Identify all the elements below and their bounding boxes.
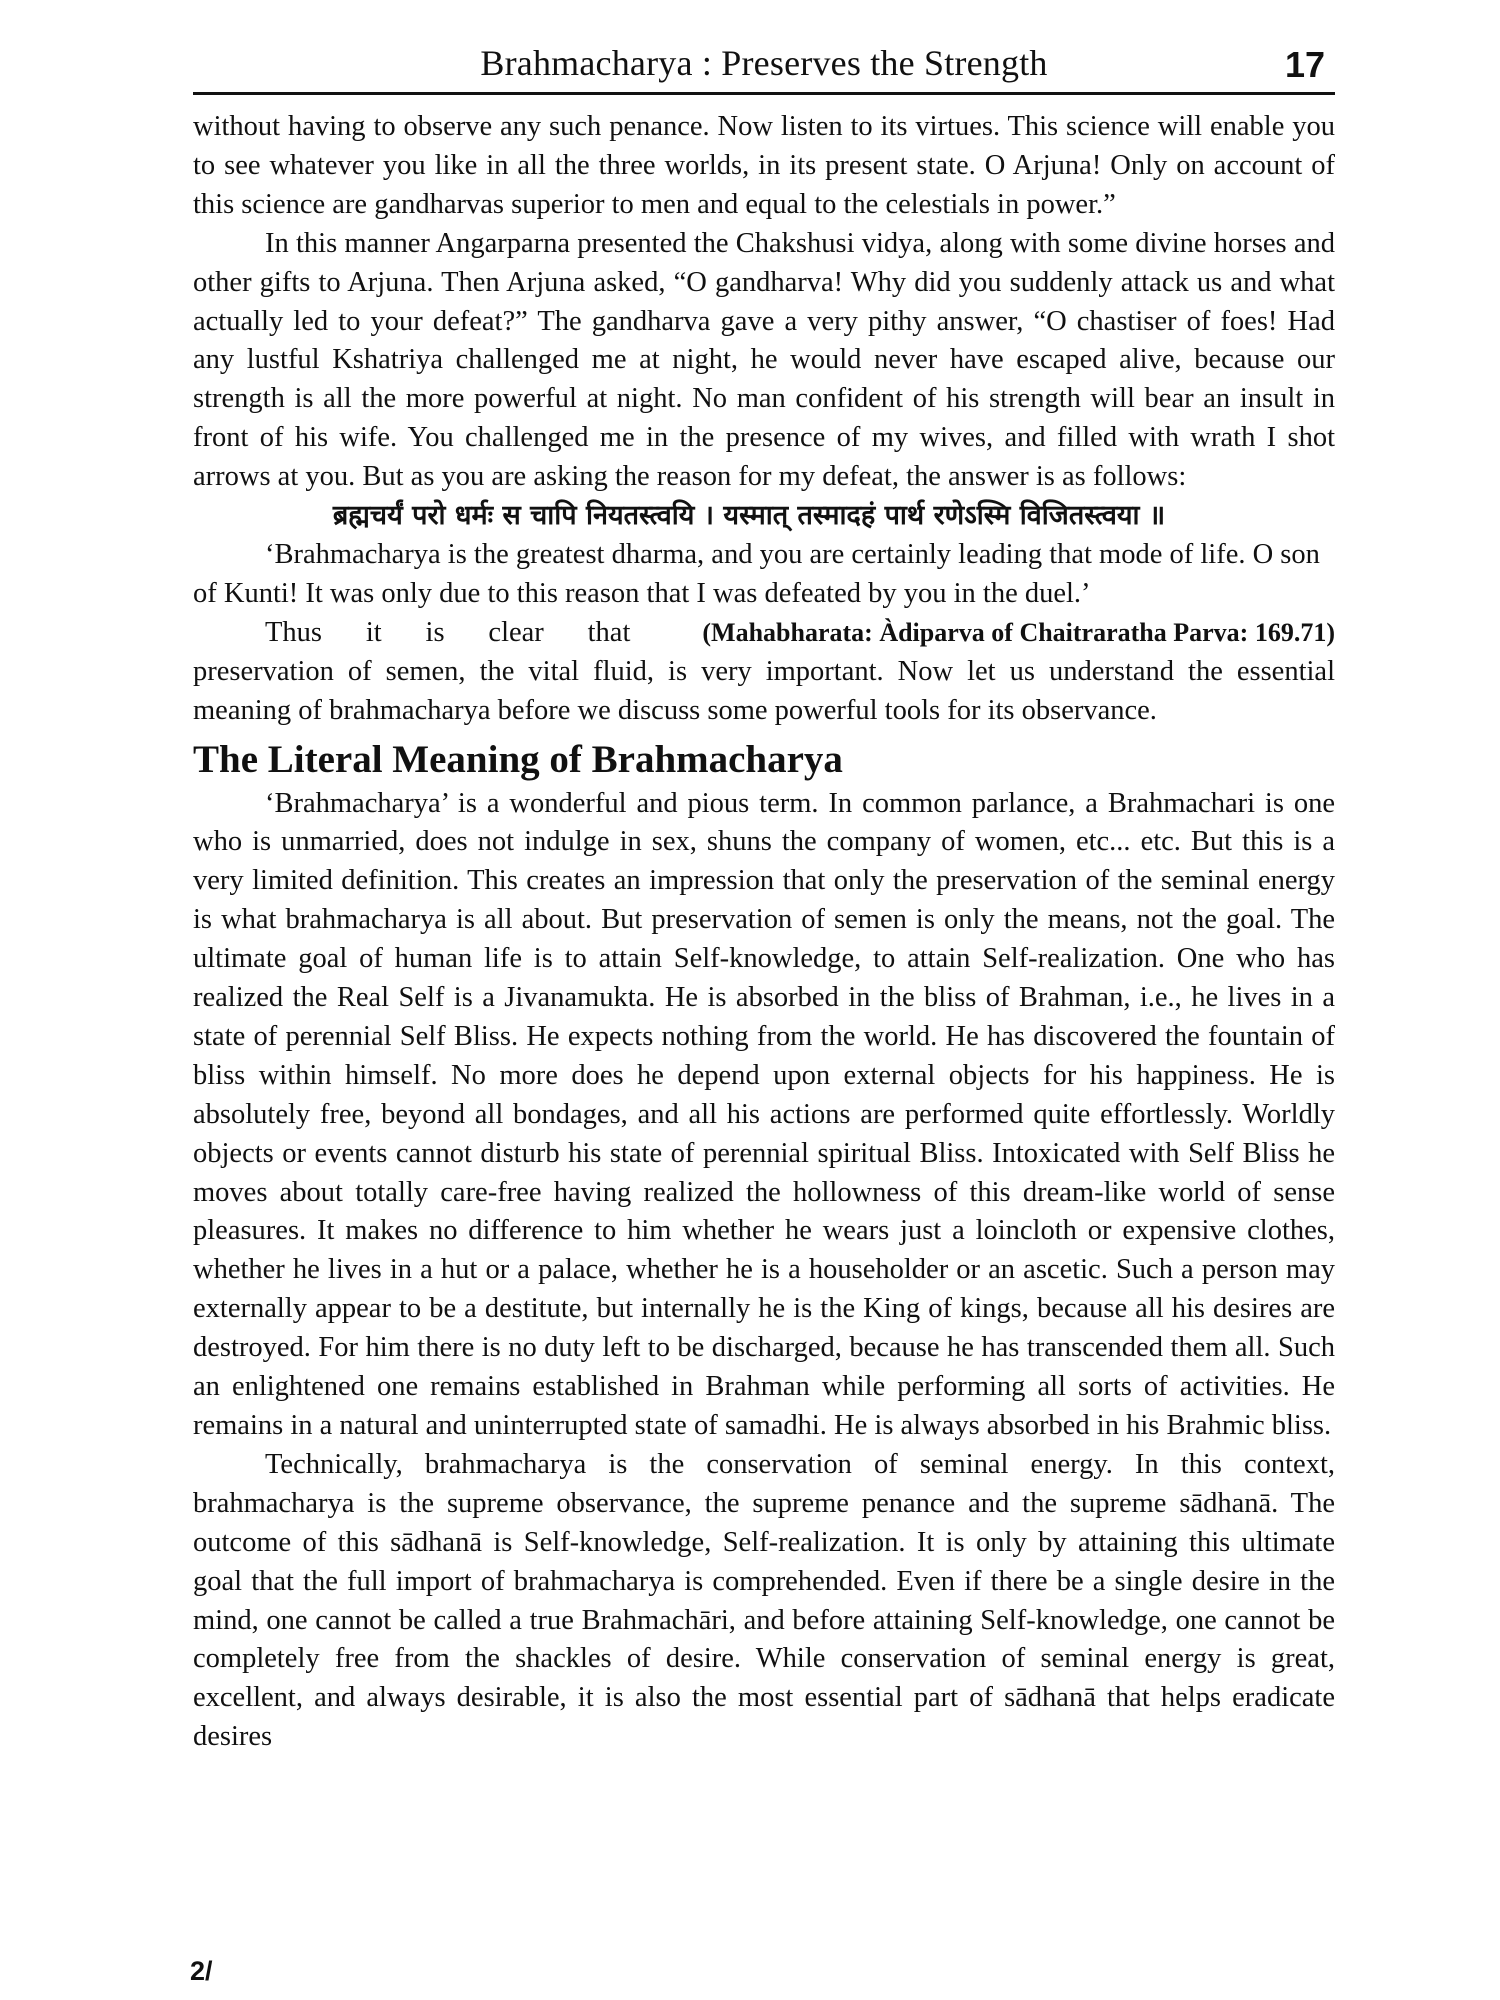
sanskrit-verse: ब्रह्मचर्यं परो धर्मः स चापि नियतस्त्वयि । यस्मात् तस्मादहं पार्थ रणेऽस्मि विजितस्त्वया ॥ [332,500,1166,532]
paragraph-angarparna: In this manner Angarparna presented the Chakshusi vidya, along with some divine horses and other gifts to Arjuna. Then Arjuna asked, “O gandharva! Why did you suddenly attack us and what actually led to your defeat?” The gandharva gave a very pithy answer, “O chastiser of foes! Had any lustful Kshatriya challenged me at night, he would never have escaped alive, because our strength is all the more powerful at night. No man confident of his strength will bear an insult in front of his wife. You challenged me in the presence of my wives, and filled with wrath I shot arrows at you. But as you are asking the reason for my defeat, the answer is as follows: [193,227,1335,493]
body-text [193,108,1335,1757]
page-header [193,40,1335,95]
paragraph-technically: Technically, brahmacharya is the conservation of seminal energy. In this context, brahmacharya is the supreme observance, the supreme penance and the supreme sādhanā. The outcome of this sādhanā is Self-knowledge, Self-realization. It is only by attaining this ultimate goal that the full import of brahmacharya is comprehended. Even if there be a single desire in the mind, one cannot be called a true Brahmachāri, and before attaining Self-knowledge, one cannot be completely free from the shackles of desire. While conservation of seminal energy is great, excellent, and always desirable, it is also the most essential part of sādhanā that helps eradicate desires [193,1448,1335,1753]
verse-translation: ‘Brahmacharya is the greatest dharma, and you are certainly leading that mode of life. O son of Kunti! It was only due to this reason that I was defeated by you in the duel.’ [193,538,1320,609]
running-title: Brahmacharya : Preserves the Strength [480,43,1048,83]
section-heading: The Literal Meaning of Brahmacharya [193,737,843,781]
page-number: 17 [1284,44,1325,85]
signature-mark: 2/ [190,1956,213,1986]
paragraph-verse-translation [193,536,1335,647]
citation: (Mahabharata: Àdiparva of Chaitraratha Parva: 169.71) [702,617,1335,647]
paragraph-continuation: without having to observe any such penance. Now listen to its virtues. This science will enable you to see whatever you like in all the three worlds, in its present state. O Arjuna! Only on account of this science are gandharvas superior to men and equal to the celestials in power.” [193,111,1335,220]
paragraph-literal-meaning: ‘Brahmacharya’ is a wonderful and pious term. In common parlance, a Brahmachari is one who is unmarried, does not indulge in sex, shuns the company of women, etc... etc. But this is a very limited definition. This creates an impression that only the preservation of the seminal energy is what brahmacharya is all about. But preservation of semen is only the means, not the goal. The ultimate goal of human life is to attain Self-knowledge, to attain Self-realization. One who has realized the Real Self is a Jivanamukta. He is absorbed in the bliss of Brahman, i.e., he lives in a state of perennial Self Bliss. He expects nothing from the world. He has discovered the fountain of bliss within himself. No more does he depend upon external objects for his happiness. He is absolutely free, beyond all bondages, and all his actions are performed quite effortlessly. Worldly objects or events cannot disturb his state of perennial spiritual Bliss. Intoxicated with Self Bliss he moves about totally care-free having realized the hollowness of this dream-like world of sense pleasures. It makes no difference to him whether he wears just a loincloth or expensive clothes, whether he lives in a hut or a palace, whether he is a householder or an ascetic. Such a person may externally appear to be a destitute, but internally he is the King of kings, because all his desires are destroyed. For him there is no duty left to be discharged, because he has transcended them all. Such an enlightened one remains established in Brahman while performing all sorts of activities. He remains in a natural and uninterrupted state of samadhi. He is always absorbed in his Brahmic bliss. [193,787,1335,1441]
paragraph-preservation: Thus it is clear that preservation of semen, the vital fluid, is very important. Now let us understand the essential meaning of brahmacharya before we discuss some powerful tools for its observance. [193,616,1335,726]
